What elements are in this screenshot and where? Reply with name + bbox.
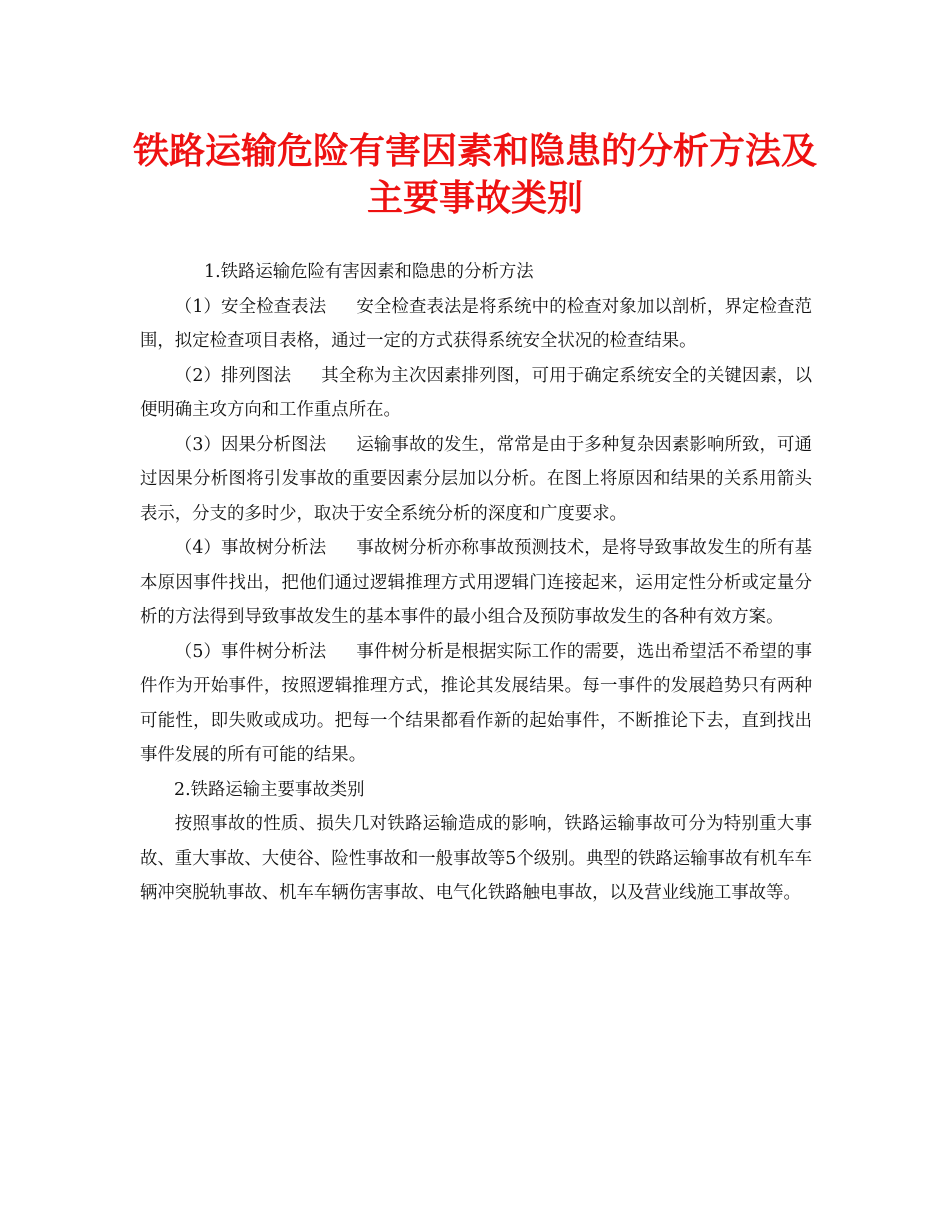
method-4-label: （4）事故树分析法 xyxy=(174,538,327,558)
method-2-label: （2）排列图法 xyxy=(174,365,292,386)
method-1-paragraph xyxy=(140,290,812,359)
method-5-label: （5）事件树分析法 xyxy=(174,641,327,662)
document-body xyxy=(140,255,812,911)
method-4-paragraph xyxy=(140,531,812,635)
method-1-text: 安全检查表法是将系统中的检查对象加以剖析，界定检查范围，拟定检查项目表格，通过一定的方式获得系统安全状况的检查结果。 xyxy=(140,296,812,351)
method-4-text: 事故树分析亦称事故预测技术，是将导致事故发生的所有基本原因事件找出，把他们通过逻辑推理方式用逻辑门连接起来，运用定性分析或定量分析的方法得到导致事故发生的基本事件的最小组合及预防事故发生的各种有效方案。 xyxy=(140,538,812,627)
method-3-label: （3）因果分析图法 xyxy=(174,434,327,455)
method-3-paragraph xyxy=(140,428,812,532)
section-2-paragraph: 按照事故的性质、损失几对铁路运输造成的影响，铁路运输事故可分为特别重大事故、重大事故、大使谷、险性事故和一般事故等5个级别。典型的铁路运输事故有机车车辆冲突脱轨事故、机车车辆伤害事故、电气化铁路触电事故，以及营业线施工事故等。 xyxy=(140,814,812,903)
method-5-text: 事件树分析是根据实际工作的需要，选出希望活不希望的事件作为开始事件，按照逻辑推理方式，推论其发展结果。每一事件的发展趋势只有两种可能性，即失败或成功。把每一个结果都看作新的起始事件，不断推论下去，直到找出事件发展的所有可能的结果。 xyxy=(140,641,812,765)
document-title-line-2: 主要事故类别 xyxy=(366,178,583,219)
method-2-text: 其全称为主次因素排列图，可用于确定系统安全的关键因素，以便明确主攻方向和工作重点所在。 xyxy=(140,365,812,420)
method-1-label: （1）安全检查表法 xyxy=(174,296,327,317)
method-5-paragraph xyxy=(140,635,812,773)
section-2-heading: 2.铁路运输主要事故类别 xyxy=(174,779,365,800)
section-1-heading: 1.铁路运输危险有害因素和隐患的分析方法 xyxy=(204,262,534,282)
document-title-line-1: 铁路运输危险有害因素和隐患的分析方法及 xyxy=(132,131,817,172)
method-3-text: 运输事故的发生，常常是由于多种复杂因素影响所致，可通过因果分析图将引发事故的重要因素分层加以分析。在图上将原因和结果的关系用箭头表示，分支的多时少，取决于安全系统分析的深度和广度要求。 xyxy=(140,434,812,524)
method-2-paragraph xyxy=(140,359,812,428)
